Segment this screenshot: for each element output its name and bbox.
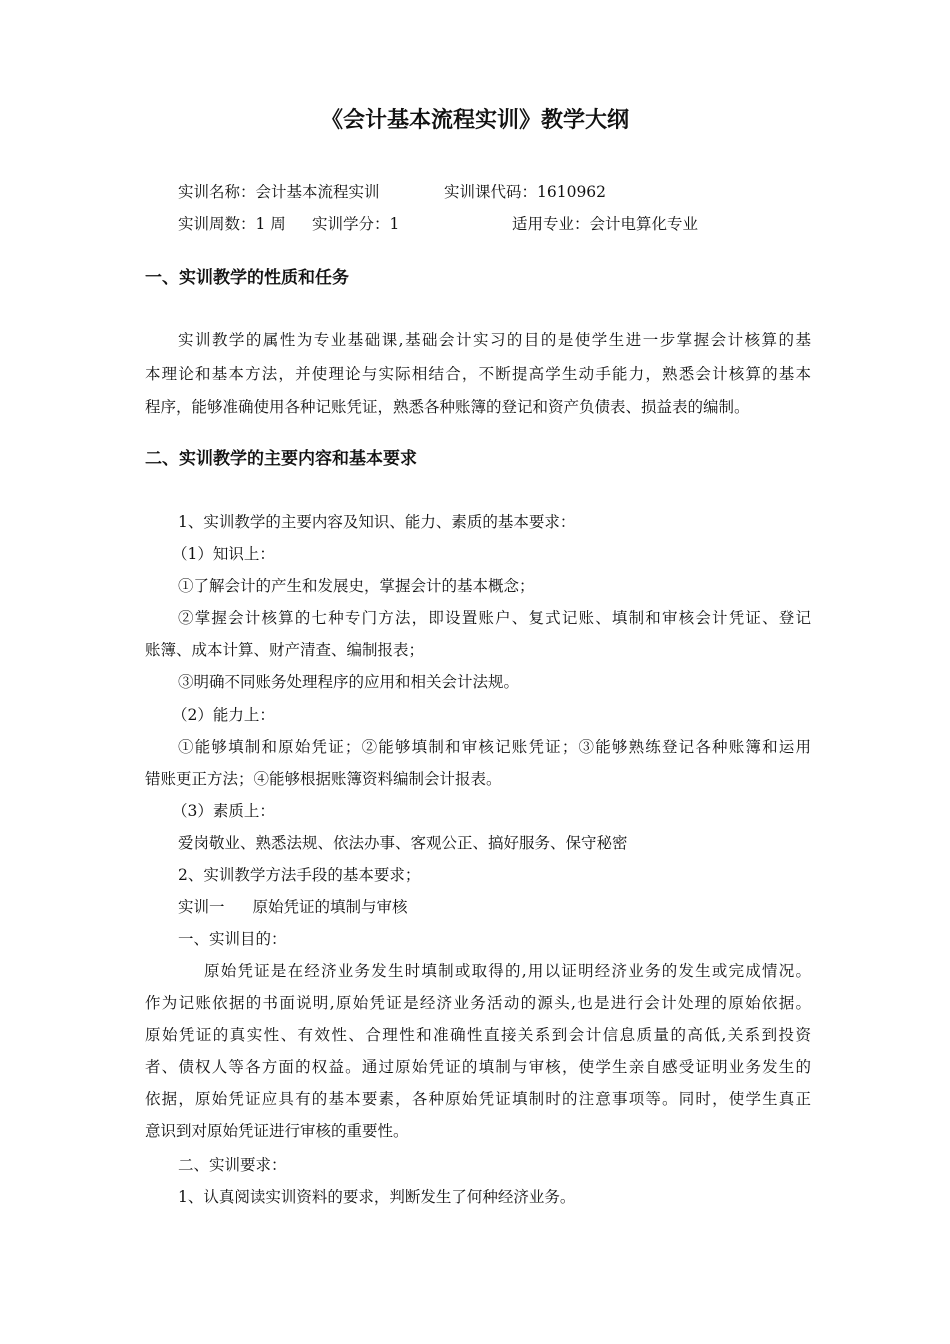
section-2-heading: 二、实训教学的主要内容和基本要求 bbox=[145, 449, 417, 469]
course-code: 实训课代码：1610962 bbox=[444, 183, 607, 201]
knowledge-label: （1）知识上： bbox=[172, 545, 275, 563]
quality-point: 爱岗敬业、熟悉法规、依法办事、客观公正、搞好服务、保守秘密 bbox=[178, 834, 628, 852]
course-major: 适用专业：会计电算化专业 bbox=[512, 215, 699, 233]
course-credits: 实训学分：1 bbox=[312, 215, 400, 233]
knowledge-point: ①了解会计的产生和发展史，掌握会计的基本概念； bbox=[178, 577, 535, 595]
requirement-item-2: 2、实训教学方法手段的基本要求； bbox=[178, 866, 421, 884]
section-1-heading: 一、实训教学的性质和任务 bbox=[145, 268, 349, 288]
requirement-point: 1、认真阅读实训资料的要求，判断发生了何种经济业务。 bbox=[178, 1188, 576, 1206]
purpose-label: 一、实训目的： bbox=[178, 930, 287, 948]
purpose-para-line: 原始凭证是在经济业务发生时填制或取得的,用以证明经济业务的发生或完成情况。 bbox=[204, 962, 811, 980]
knowledge-point: ②掌握会计核算的七种专门方法，即设置账户、复式记账、填制和审核会计凭证、登记 bbox=[178, 609, 811, 627]
knowledge-point: ③明确不同账务处理程序的应用和相关会计法规。 bbox=[178, 673, 520, 691]
purpose-para-line: 者、债权人等各方面的权益。通过原始凭证的填制与审核，使学生亲自感受证明业务发生的 bbox=[145, 1058, 811, 1076]
section-1-para-line: 本理论和基本方法，并使理论与实际相结合，不断提高学生动手能力，熟悉会计核算的基本 bbox=[145, 365, 811, 383]
ability-point-cont: 错账更正方法；④能够根据账簿资料编制会计报表。 bbox=[145, 770, 502, 788]
requirements-label: 二、实训要求： bbox=[178, 1156, 287, 1174]
experiment-title: 原始凭证的填制与审核 bbox=[252, 898, 408, 916]
ability-point: ①能够填制和原始凭证；②能够填制和审核记账凭证；③能够熟练登记各种账簿和运用 bbox=[178, 738, 811, 756]
quality-label: （3）素质上： bbox=[172, 802, 275, 820]
experiment-heading bbox=[178, 897, 408, 917]
requirement-item-1: 1、实训教学的主要内容及知识、能力、素质的基本要求： bbox=[178, 513, 576, 531]
course-weeks: 实训周数：1 周 bbox=[178, 215, 286, 233]
section-1-para-line: 程序，能够准确使用各种记账凭证，熟悉各种账簿的登记和资产负债表、损益表的编制。 bbox=[145, 398, 750, 416]
purpose-para-line: 意识到对原始凭证进行审核的重要性。 bbox=[145, 1122, 409, 1140]
purpose-para-line: 依据，原始凭证应具有的基本要素，各种原始凭证填制时的注意事项等。同时，使学生真正 bbox=[145, 1090, 811, 1108]
document-title: 《会计基本流程实训》教学大纲 bbox=[320, 108, 629, 133]
course-name: 实训名称：会计基本流程实训 bbox=[178, 183, 380, 201]
ability-label: （2）能力上： bbox=[172, 706, 275, 724]
section-1-para-line: 实训教学的属性为专业基础课,基础会计实习的目的是使学生进一步掌握会计核算的基 bbox=[178, 331, 811, 349]
purpose-para-line: 作为记账依据的书面说明,原始凭证是经济业务活动的源头,也是进行会计处理的原始依据。 bbox=[145, 994, 811, 1012]
knowledge-point-cont: 账簿、成本计算、财产清查、编制报表； bbox=[145, 641, 425, 659]
experiment-number: 实训一 bbox=[178, 898, 225, 916]
purpose-para-line: 原始凭证的真实性、有效性、合理性和准确性直接关系到会计信息质量的高低,关系到投资 bbox=[145, 1026, 811, 1044]
